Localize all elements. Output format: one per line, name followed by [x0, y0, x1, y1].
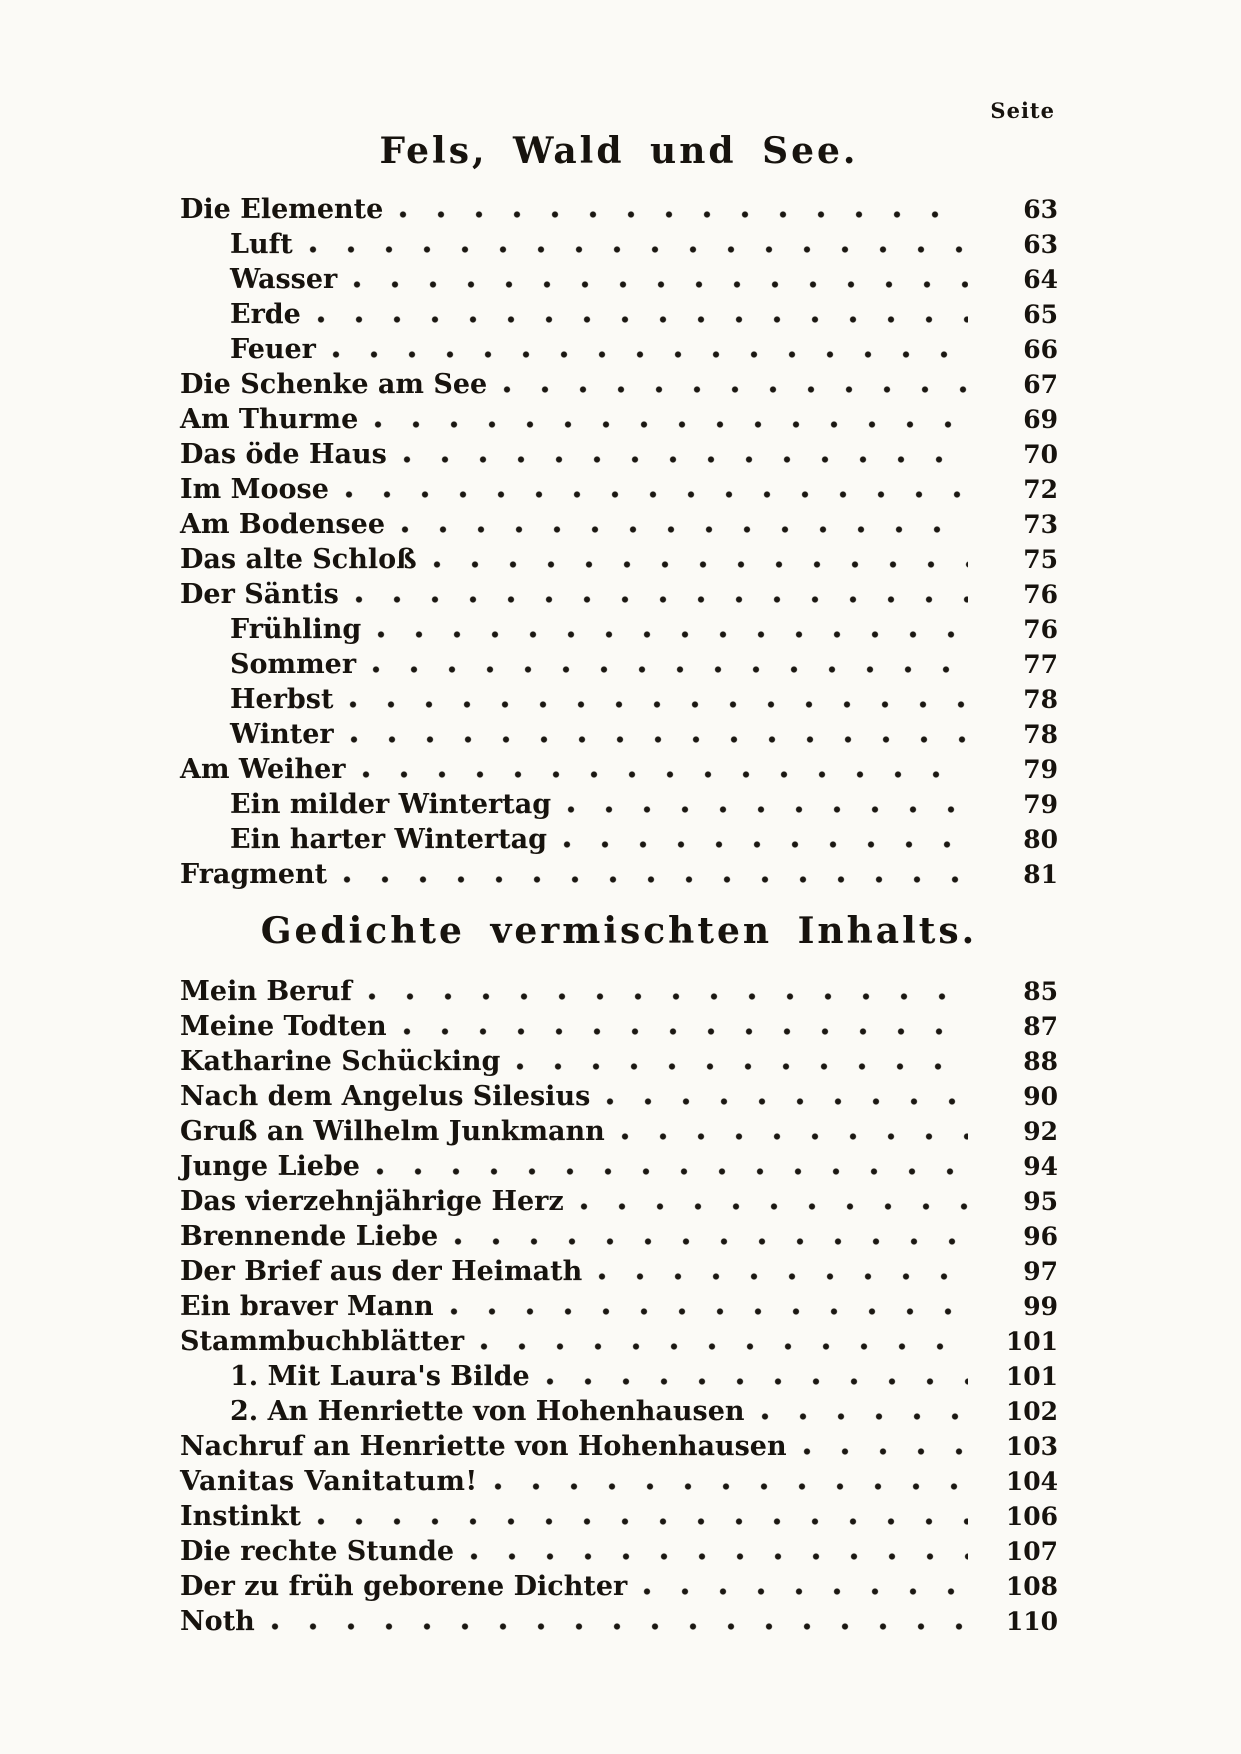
entry-title: Der Säntis [180, 579, 339, 610]
entry-title: Noth [180, 1606, 255, 1637]
entry-title: Die Elemente [180, 194, 384, 225]
dot-leader [345, 490, 968, 499]
entry-title: Luft [230, 229, 293, 260]
dot-leader [368, 992, 968, 1001]
entry-page-number: 85 [1023, 977, 1058, 1006]
page-number-column-header: Seite [990, 98, 1055, 123]
dot-leader [567, 805, 968, 814]
entry-title: Wasser [230, 264, 338, 295]
toc-entry [180, 612, 1058, 647]
entry-page-number: 81 [1023, 860, 1058, 889]
entry-page-number: 77 [1023, 650, 1058, 679]
entry-page-number: 97 [1023, 1257, 1058, 1286]
toc-entry [180, 752, 1058, 787]
entry-page-number: 101 [1005, 1362, 1058, 1391]
entry-title: Das öde Haus [180, 439, 387, 470]
entry-page-number: 72 [1023, 475, 1058, 504]
dot-leader [353, 280, 968, 289]
entry-page-number: 104 [1005, 1467, 1058, 1496]
toc-entry [180, 1534, 1058, 1569]
dot-leader [454, 1237, 968, 1246]
dot-leader [643, 1587, 968, 1596]
entry-page-number: 102 [1005, 1397, 1058, 1426]
toc-entry [180, 1499, 1058, 1534]
toc-entry [180, 332, 1058, 367]
section-title: Gedichte vermischten Inhalts. [260, 910, 978, 952]
entry-title: Vanitas Vanitatum! [180, 1466, 478, 1497]
toc-entry [180, 1324, 1058, 1359]
dot-leader [362, 770, 968, 779]
dot-leader [374, 420, 968, 429]
entry-title: Nach dem Angelus Silesius [180, 1081, 591, 1112]
toc-entry [180, 1079, 1058, 1114]
dot-leader [621, 1132, 968, 1141]
toc-entry [180, 1429, 1058, 1464]
dot-leader [563, 840, 968, 849]
toc-entry-list [180, 192, 1058, 892]
dot-leader [377, 630, 968, 639]
dot-leader [598, 1272, 968, 1281]
toc-entry [180, 1149, 1058, 1184]
entry-page-number: 79 [1023, 790, 1058, 819]
entry-page-number: 66 [1023, 335, 1058, 364]
toc-entry [180, 402, 1058, 437]
toc-entry [180, 822, 1058, 857]
entry-title: Winter [230, 719, 334, 750]
dot-leader [309, 245, 968, 254]
entry-title: Das vierzehnjährige Herz [180, 1186, 564, 1217]
entry-title: Sommer [230, 649, 357, 680]
entry-page-number: 80 [1023, 825, 1058, 854]
dot-leader [803, 1447, 968, 1456]
toc-entry [180, 787, 1058, 822]
toc-entry [180, 1604, 1058, 1639]
entry-page-number: 94 [1023, 1152, 1058, 1181]
dot-leader [271, 1622, 968, 1631]
entry-title: 2. An Henriette von Hohenhausen [230, 1396, 745, 1427]
entry-page-number: 99 [1023, 1292, 1058, 1321]
dot-leader [494, 1482, 968, 1491]
toc-entry [180, 1394, 1058, 1429]
entry-title: Am Weiher [180, 754, 346, 785]
dot-leader [470, 1552, 968, 1561]
entry-page-number: 95 [1023, 1187, 1058, 1216]
toc-entry-list [180, 974, 1058, 1639]
entry-page-number: 76 [1023, 615, 1058, 644]
entry-title: 1. Mit Laura's Bilde [230, 1361, 530, 1392]
toc-entry [180, 577, 1058, 612]
entry-title: Instinkt [180, 1501, 301, 1532]
dot-leader [580, 1202, 968, 1211]
entry-page-number: 88 [1023, 1047, 1058, 1076]
entry-title: Das alte Schloß [180, 544, 417, 575]
dot-leader [376, 1167, 968, 1176]
entry-page-number: 64 [1023, 265, 1058, 294]
toc-entry [180, 367, 1058, 402]
toc-entry [180, 717, 1058, 752]
dot-leader [355, 595, 968, 604]
dot-leader [343, 875, 968, 884]
dot-leader [546, 1377, 968, 1386]
entry-page-number: 101 [1005, 1327, 1058, 1356]
toc-entry [180, 1464, 1058, 1499]
toc-entry [180, 192, 1058, 227]
toc-entry [180, 472, 1058, 507]
section-fels-wald-und-see [180, 128, 1058, 892]
entry-page-number: 92 [1023, 1117, 1058, 1146]
entry-title: Stammbuchblätter [180, 1326, 465, 1357]
dot-leader [332, 350, 968, 359]
toc-entry [180, 227, 1058, 262]
entry-page-number: 108 [1005, 1572, 1058, 1601]
toc-entry [180, 1184, 1058, 1219]
toc-entry [180, 1219, 1058, 1254]
entry-page-number: 65 [1023, 300, 1058, 329]
entry-title: Am Bodensee [180, 509, 385, 540]
dot-leader [403, 1027, 968, 1036]
section-gedichte-vermischten-inhalts [180, 908, 1058, 1639]
toc-entry [180, 974, 1058, 1009]
entry-title: Brennende Liebe [180, 1221, 439, 1252]
entry-page-number: 78 [1023, 685, 1058, 714]
toc-entry [180, 437, 1058, 472]
entry-page-number: 96 [1023, 1222, 1058, 1251]
entry-page-number: 103 [1005, 1432, 1058, 1461]
entry-title: Erde [230, 299, 301, 330]
entry-page-number: 67 [1023, 370, 1058, 399]
entry-title: Ein braver Mann [180, 1291, 434, 1322]
dot-leader [350, 735, 968, 744]
entry-title: Am Thurme [180, 404, 359, 435]
dot-leader [433, 560, 968, 569]
entry-page-number: 69 [1023, 405, 1058, 434]
toc-entry [180, 542, 1058, 577]
toc-entry [180, 1569, 1058, 1604]
entry-page-number: 87 [1023, 1012, 1058, 1041]
dot-leader [761, 1412, 968, 1421]
entry-title: Feuer [230, 334, 316, 365]
section-title: Fels, Wald und See. [379, 130, 859, 172]
dot-leader [503, 385, 968, 394]
dot-leader [403, 455, 968, 464]
entry-page-number: 107 [1005, 1537, 1058, 1566]
dot-leader [399, 210, 968, 219]
toc-entry [180, 1254, 1058, 1289]
toc-entry [180, 1044, 1058, 1079]
toc-entry [180, 1359, 1058, 1394]
entry-title: Ein milder Wintertag [230, 789, 552, 820]
dot-leader [480, 1342, 968, 1351]
entry-title: Frühling [230, 614, 362, 645]
toc-entry [180, 297, 1058, 332]
dot-leader [516, 1062, 968, 1071]
entry-page-number: 106 [1005, 1502, 1058, 1531]
dot-leader [450, 1307, 968, 1316]
dot-leader [372, 665, 968, 674]
entry-title: Fragment [180, 859, 328, 890]
entry-page-number: 63 [1023, 230, 1058, 259]
dot-leader [317, 315, 968, 324]
entry-title: Nachruf an Henriette von Hohenhausen [180, 1431, 787, 1462]
entry-title: Der Brief aus der Heimath [180, 1256, 583, 1287]
toc-entry [180, 1289, 1058, 1324]
entry-title: Im Moose [180, 474, 329, 505]
entry-page-number: 63 [1023, 195, 1058, 224]
toc-entry [180, 507, 1058, 542]
toc-entry [180, 857, 1058, 892]
entry-page-number: 70 [1023, 440, 1058, 469]
entry-page-number: 79 [1023, 755, 1058, 784]
entry-title: Gruß an Wilhelm Junkmann [180, 1116, 605, 1147]
entry-title: Junge Liebe [180, 1151, 360, 1182]
toc-entry [180, 262, 1058, 297]
toc-entry [180, 682, 1058, 717]
toc-entry [180, 1009, 1058, 1044]
entry-title: Herbst [230, 684, 334, 715]
entry-title: Mein Beruf [180, 976, 352, 1007]
entry-page-number: 78 [1023, 720, 1058, 749]
entry-page-number: 76 [1023, 580, 1058, 609]
entry-title: Ein harter Wintertag [230, 824, 547, 855]
entry-title: Der zu früh geborene Dichter [180, 1571, 628, 1602]
toc-entry [180, 1114, 1058, 1149]
toc-entry [180, 647, 1058, 682]
entry-page-number: 110 [1005, 1607, 1058, 1636]
entry-title: Meine Todten [180, 1011, 387, 1042]
entry-title: Katharine Schücking [180, 1046, 501, 1077]
dot-leader [317, 1517, 968, 1526]
entry-page-number: 73 [1023, 510, 1058, 539]
entry-title: Die Schenke am See [180, 369, 488, 400]
entry-title: Die rechte Stunde [180, 1536, 455, 1567]
dot-leader [349, 700, 968, 709]
entry-page-number: 90 [1023, 1082, 1058, 1111]
dot-leader [401, 525, 968, 534]
entry-page-number: 75 [1023, 545, 1058, 574]
dot-leader [606, 1097, 968, 1106]
